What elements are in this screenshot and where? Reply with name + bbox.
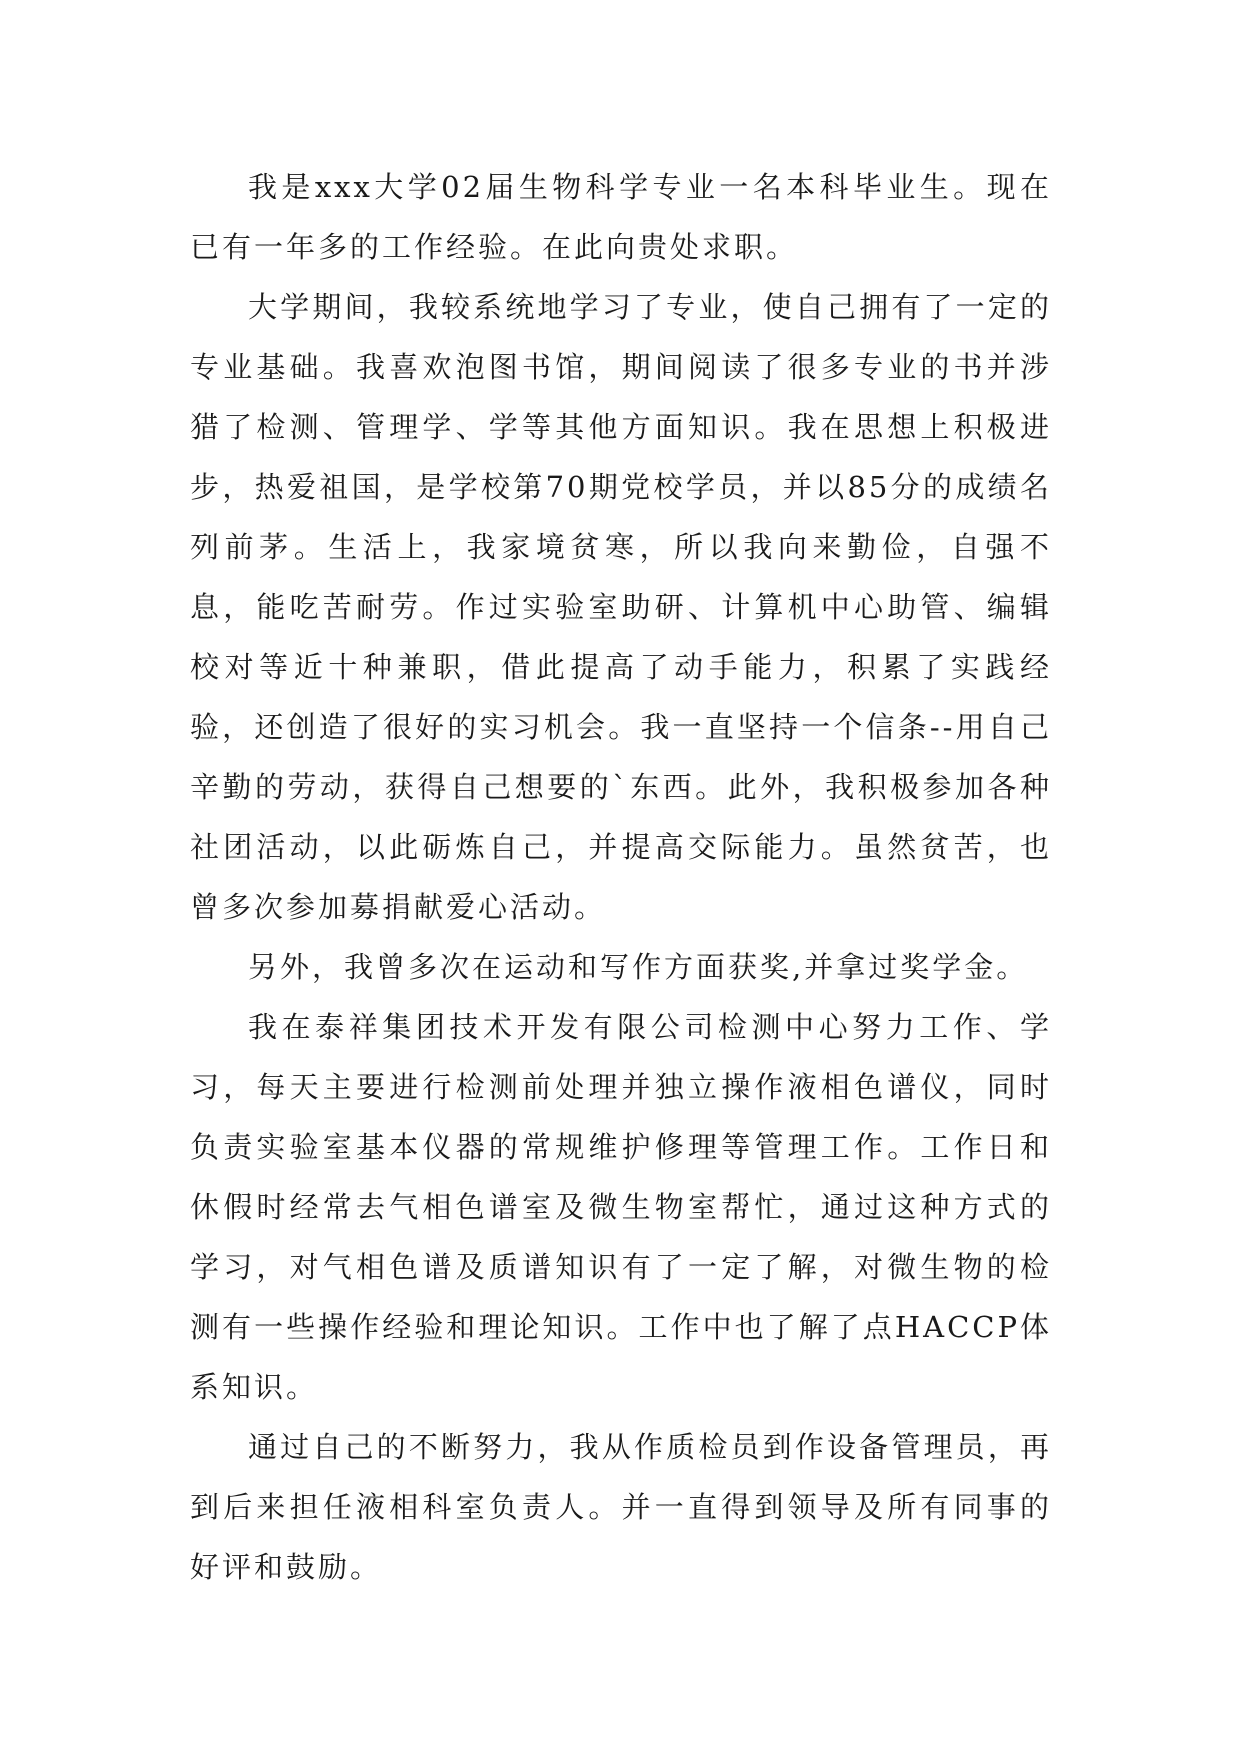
paragraph-work: 我在泰祥集团技术开发有限公司检测中心努力工作、学习，每天主要进行检测前处理并独立操作液相色谱仪，同时负责实验室基本仪器的常规维护修理等管理工作。工作日和休假时经常去气相色谱室及微生物室帮忙，通过这种方式的学习，对气相色谱及质谱知识有了一定了解，对微生物的检测有一些操作经验和理论知识。工作中也了解了点HACCP体系知识。 [190, 1010, 1052, 1404]
paragraph-progress: 通过自己的不断努力，我从作质检员到作设备管理员，再到后来担任液相科室负责人。并一直得到领导及所有同事的好评和鼓励。 [190, 1430, 1052, 1584]
paragraph-university: 大学期间，我较系统地学习了专业，使自己拥有了一定的专业基础。我喜欢泡图书馆，期间阅读了很多专业的书并涉猎了检测、管理学、学等其他方面知识。我在思想上积极进步，热爱祖国，是学校第70期党校学员，并以85分的成绩名列前茅。生活上，我家境贫寒，所以我向来勤俭，自强不息，能吃苦耐劳。作过实验室助研、计算机中心助管、编辑校对等近十种兼职，借此提高了动手能力，积累了实践经验，还创造了很好的实习机会。我一直坚持一个信条--用自己辛勤的劳动，获得自己想要的`东西。此外，我积极参加各种社团活动，以此砺炼自己，并提高交际能力。虽然贫苦，也曾多次参加募捐献爱心活动。 [190, 290, 1052, 924]
paragraph-intro: 我是xxx大学02届生物科学专业一名本科毕业生。现在已有一年多的工作经验。在此向贵处求职。 [190, 170, 1052, 264]
paragraph-awards: 另外，我曾多次在运动和写作方面获奖,并拿过奖学金。 [248, 950, 1029, 984]
document-body [190, 157, 1052, 1597]
